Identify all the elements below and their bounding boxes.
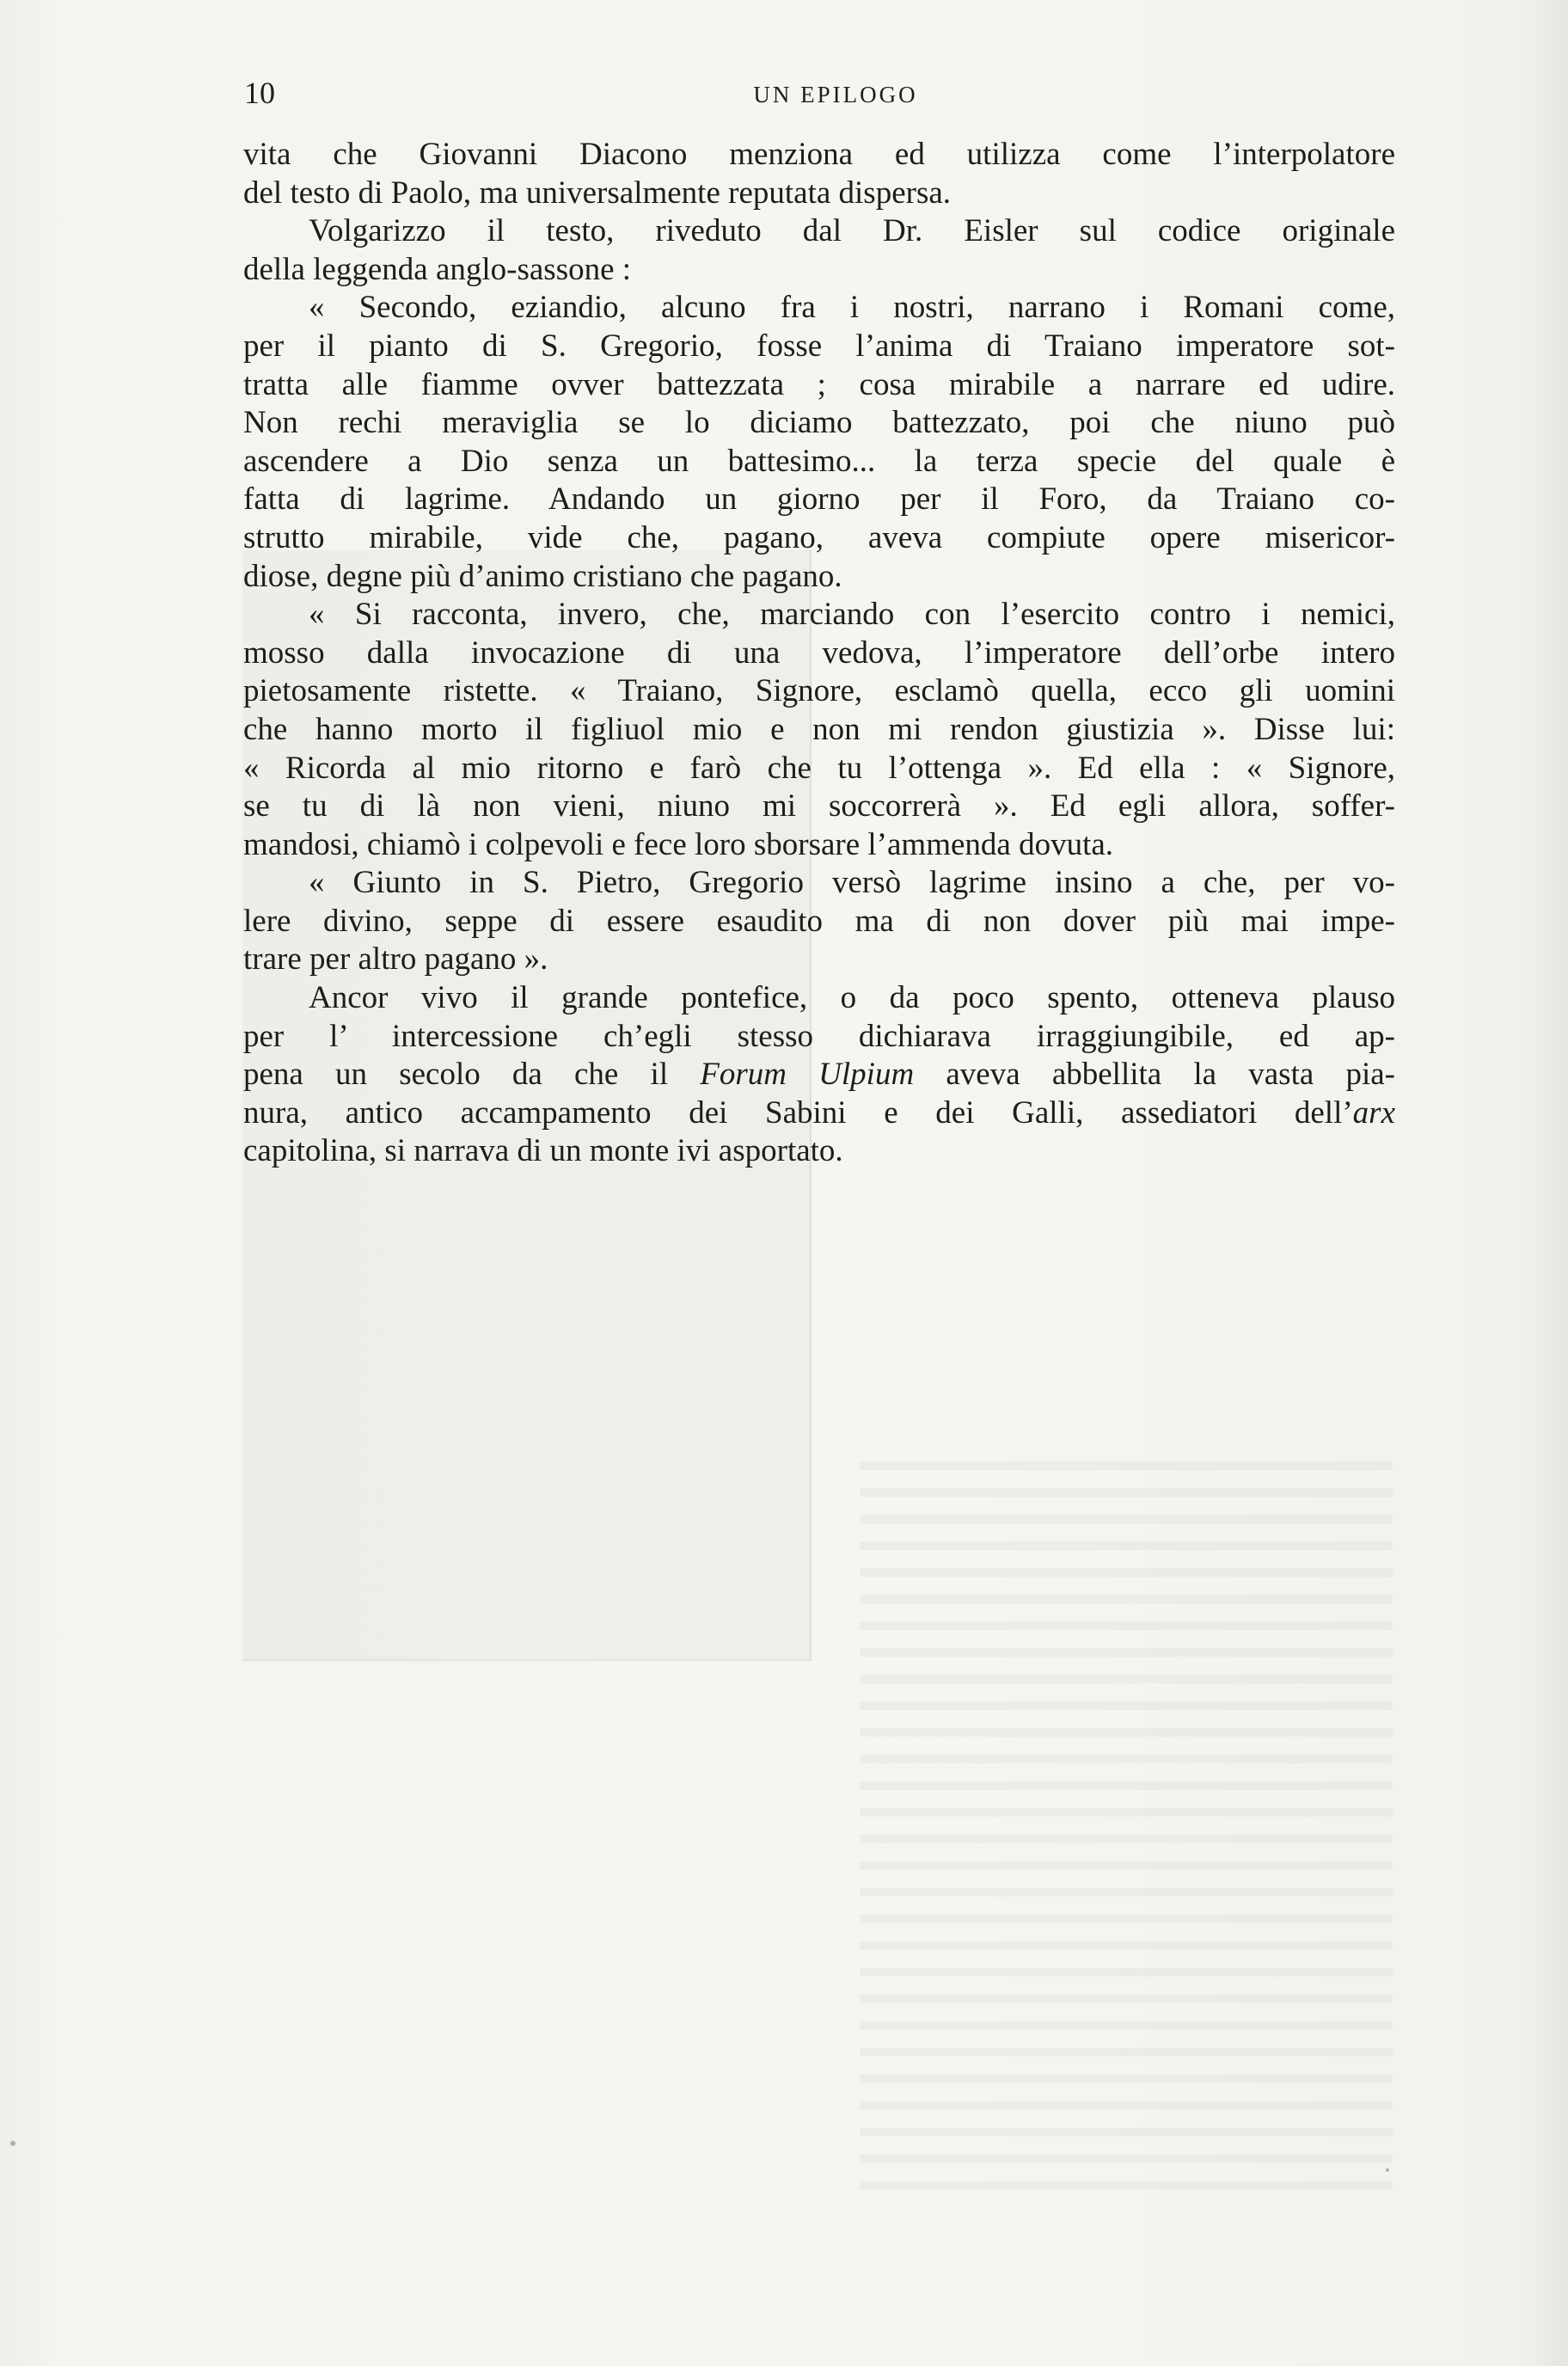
text-line: fatta di lagrime. Andando un giorno per il Foro, da Traiano co- [243,481,1395,518]
text-line: della leggenda anglo-sassone : [243,251,632,287]
page-header [244,74,1393,117]
text-line: Non rechi meraviglia se lo diciamo battezzato, poi che niuno può [243,405,1395,441]
text-line: Volgarizzo il testo, riveduto dal Dr. Eisler sul codice originale [309,213,1395,249]
italic-text: arx [1352,1094,1395,1131]
text-line-italic [243,1056,1395,1094]
running-title: UN EPILOGO [753,82,918,107]
text-line: vita che Giovanni Diacono menziona ed utilizza come l’interpolatore [243,137,1395,172]
text-line: mandosi, chiamò i colpevoli e fece loro sborsare l’ammenda dovuta. [243,826,1114,862]
text-line: « Giunto in S. Pietro, Gregorio versò lagrime insino a che, per vo- [309,865,1395,901]
text-line: lere divino, seppe di essere esaudito ma di non dover più mai impe- [243,903,1395,939]
text-line: del testo di Paolo, ma universalmente reputata dispersa. [243,175,952,211]
text-line: per il pianto di S. Gregorio, fosse l’anima di Traiano imperatore sot- [243,328,1395,364]
body-text [243,136,1395,1171]
text-segment: pena un secolo da che il [243,1057,701,1093]
text-line: ascendere a Dio senza un battesimo... la terza specie del quale è [243,443,1395,479]
text-line: se tu di là non vieni, niuno mi soccorrerà ». Ed egli allora, soffer- [243,788,1395,824]
text-segment: nura, antico accampamento dei Sabini e dei Galli, assediatori dell’ [243,1094,1353,1131]
text-line: pietosamente ristette. « Traiano, Signore, esclamò quella, ecco gli uomini [243,673,1395,709]
text-line-final: capitolina, si narrava di un monte ivi asportato. [243,1133,843,1169]
text-line: strutto mirabile, vide che, pagano, aveva compiute opere misericor- [243,519,1395,555]
page-number: 10 [244,76,275,110]
text-line: che hanno morto il figliuol mio e non mi rendon giustizia ». Disse lui: [243,711,1395,747]
italic-text: Forum Ulpium [700,1057,915,1093]
text-line: « Si racconta, invero, che, marciando con l’esercito contro i nemici, [309,597,1395,633]
text-line: tratta alle fiamme ovver battezzata ; cosa mirabile a narrare ed udire. [243,366,1395,402]
text-line: diose, degne più d’animo cristiano che pagano. [243,558,842,594]
text-line: per l’ intercessione ch’egli stesso dichiarava irraggiungibile, ed ap- [243,1018,1395,1054]
scan-speck [1386,2168,1389,2172]
text-line: trare per altro pagano ». [243,941,548,978]
text-line-italic [243,1094,1395,1133]
text-line: mosso dalla invocazione di una vedova, l’imperatore dell’orbe intero [243,634,1395,671]
scan-speck [10,2141,15,2146]
text-line: Ancor vivo il grande pontefice, o da poco spento, otteneva plauso [309,980,1395,1016]
text-line: « Ricorda al mio ritorno e farò che tu l’ottenga ». Ed ella : « Signore, [243,750,1395,786]
text-line: « Secondo, eziandio, alcuno fra i nostri, narrano i Romani come, [309,290,1395,326]
show-through-text [860,1462,1393,2192]
text-segment: aveva abbellita la vasta pia- [914,1057,1395,1093]
page-edge-shadow [1516,0,1568,2366]
